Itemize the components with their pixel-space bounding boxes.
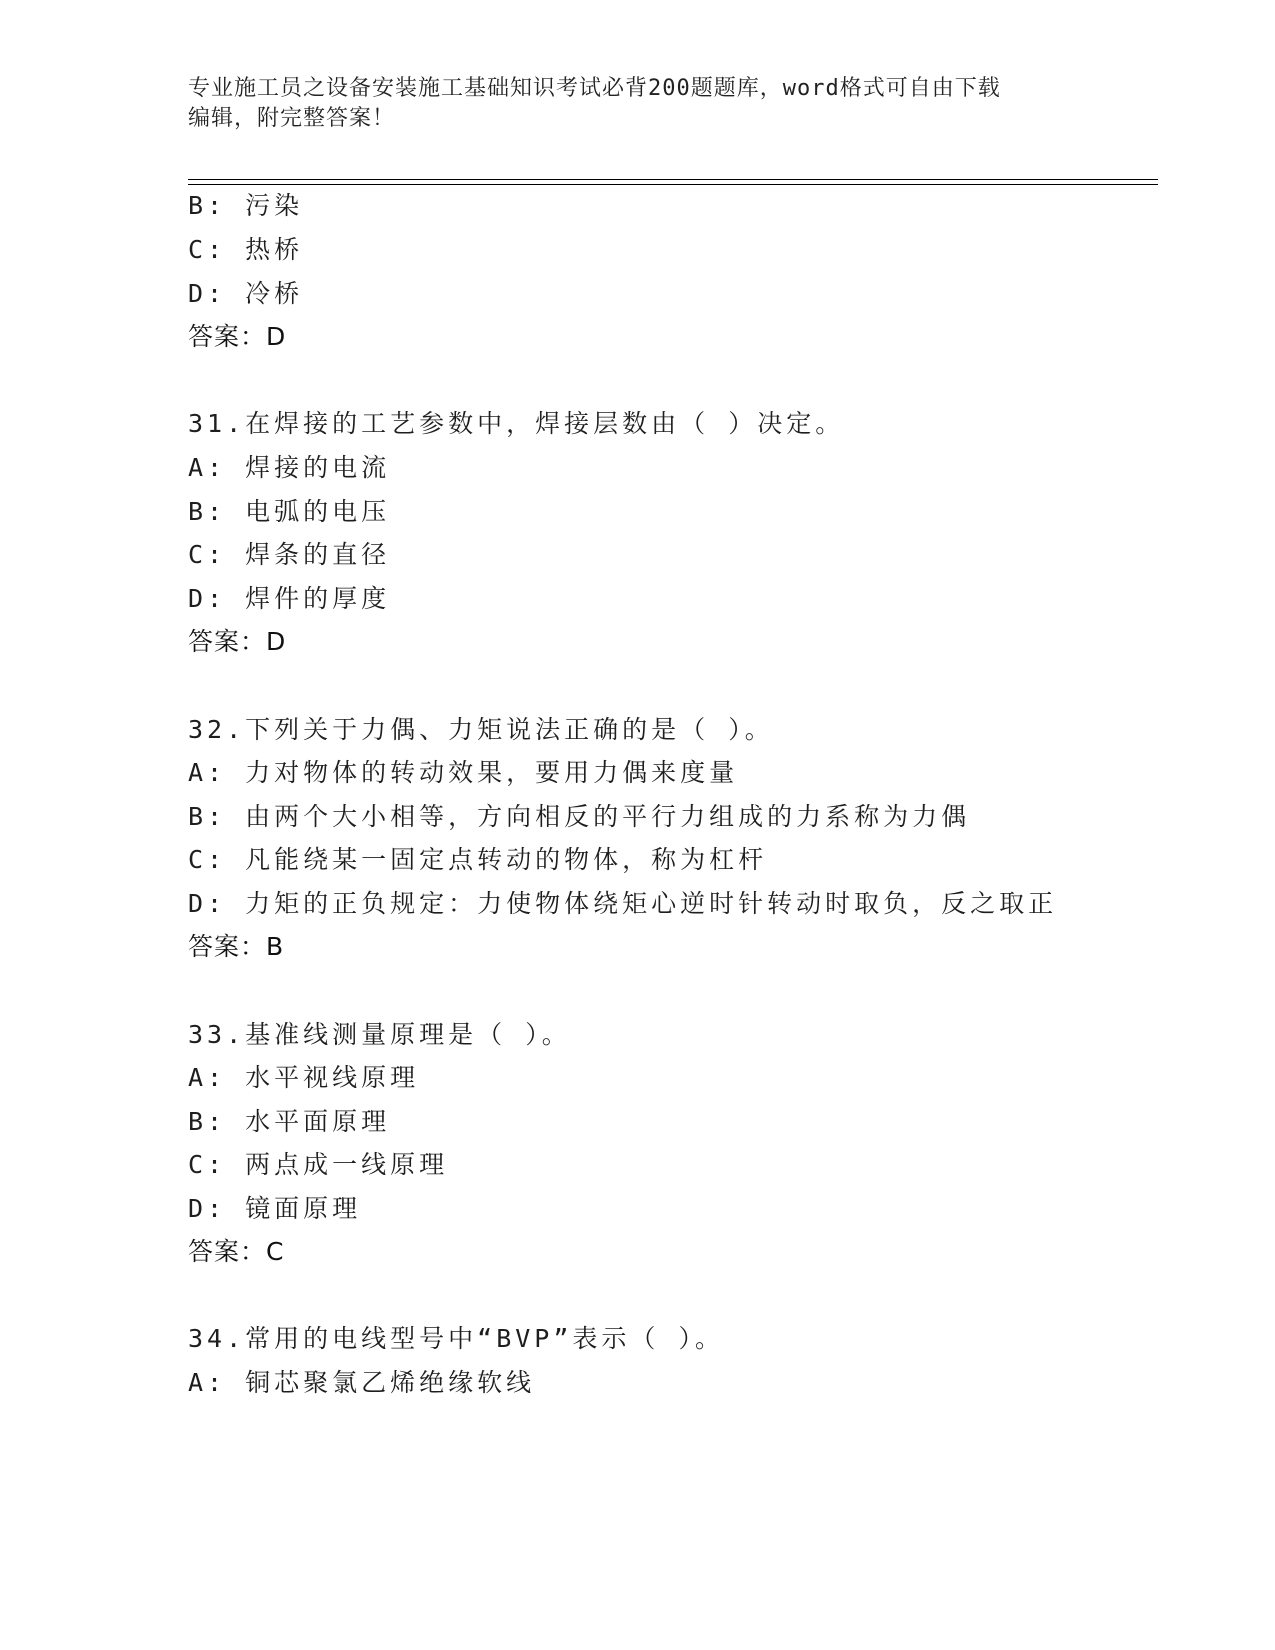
question-34-option-a: A: 铜芯聚氯乙烯绝缘软线 — [188, 1368, 536, 1397]
document-header — [188, 74, 1068, 134]
header-divider-secondary — [188, 184, 1158, 185]
prev-answer: 答案：D — [188, 322, 287, 351]
question-33-stem: 33.基准线测量原理是（ ）。 — [188, 1020, 571, 1049]
question-33-option-c: C: 两点成一线原理 — [188, 1150, 449, 1179]
question-31-option-b: B: 电弧的电压 — [188, 497, 391, 526]
question-31-option-d: D: 焊件的厚度 — [188, 584, 391, 613]
question-31-answer: 答案：D — [188, 627, 287, 656]
header-line-1: 专业施工员之设备安装施工基础知识考试必背200题题库，word格式可自由下载 — [188, 76, 1001, 101]
prev-option-b: B: 污染 — [188, 191, 304, 220]
question-32-stem: 32.下列关于力偶、力矩说法正确的是（ ）。 — [188, 715, 774, 744]
question-32-option-a: A: 力对物体的转动效果，要用力偶来度量 — [188, 758, 739, 787]
question-32-answer: 答案：B — [188, 932, 285, 961]
question-32-option-d: D: 力矩的正负规定：力使物体绕矩心逆时针转动时取负，反之取正 — [188, 889, 1058, 918]
question-33-option-a: A: 水平视线原理 — [188, 1063, 420, 1092]
header-divider — [188, 179, 1158, 180]
question-31-stem: 31.在焊接的工艺参数中，焊接层数由（ ）决定。 — [188, 409, 845, 438]
question-33-option-d: D: 镜面原理 — [188, 1194, 362, 1223]
question-33-option-b: B: 水平面原理 — [188, 1107, 391, 1136]
question-34-stem: 34.常用的电线型号中“BVP”表示（ ）。 — [188, 1324, 724, 1353]
question-33-answer: 答案：C — [188, 1237, 285, 1266]
question-31-option-a: A: 焊接的电流 — [188, 453, 391, 482]
question-31-option-c: C: 焊条的直径 — [188, 540, 391, 569]
question-32-option-c: C: 凡能绕某一固定点转动的物体，称为杠杆 — [188, 845, 768, 874]
prev-option-c: C: 热桥 — [188, 235, 304, 264]
prev-option-d: D: 冷桥 — [188, 279, 304, 308]
header-line-2: 编辑，附完整答案！ — [188, 106, 396, 131]
question-32-option-b: B: 由两个大小相等，方向相反的平行力组成的力系称为力偶 — [188, 802, 971, 831]
